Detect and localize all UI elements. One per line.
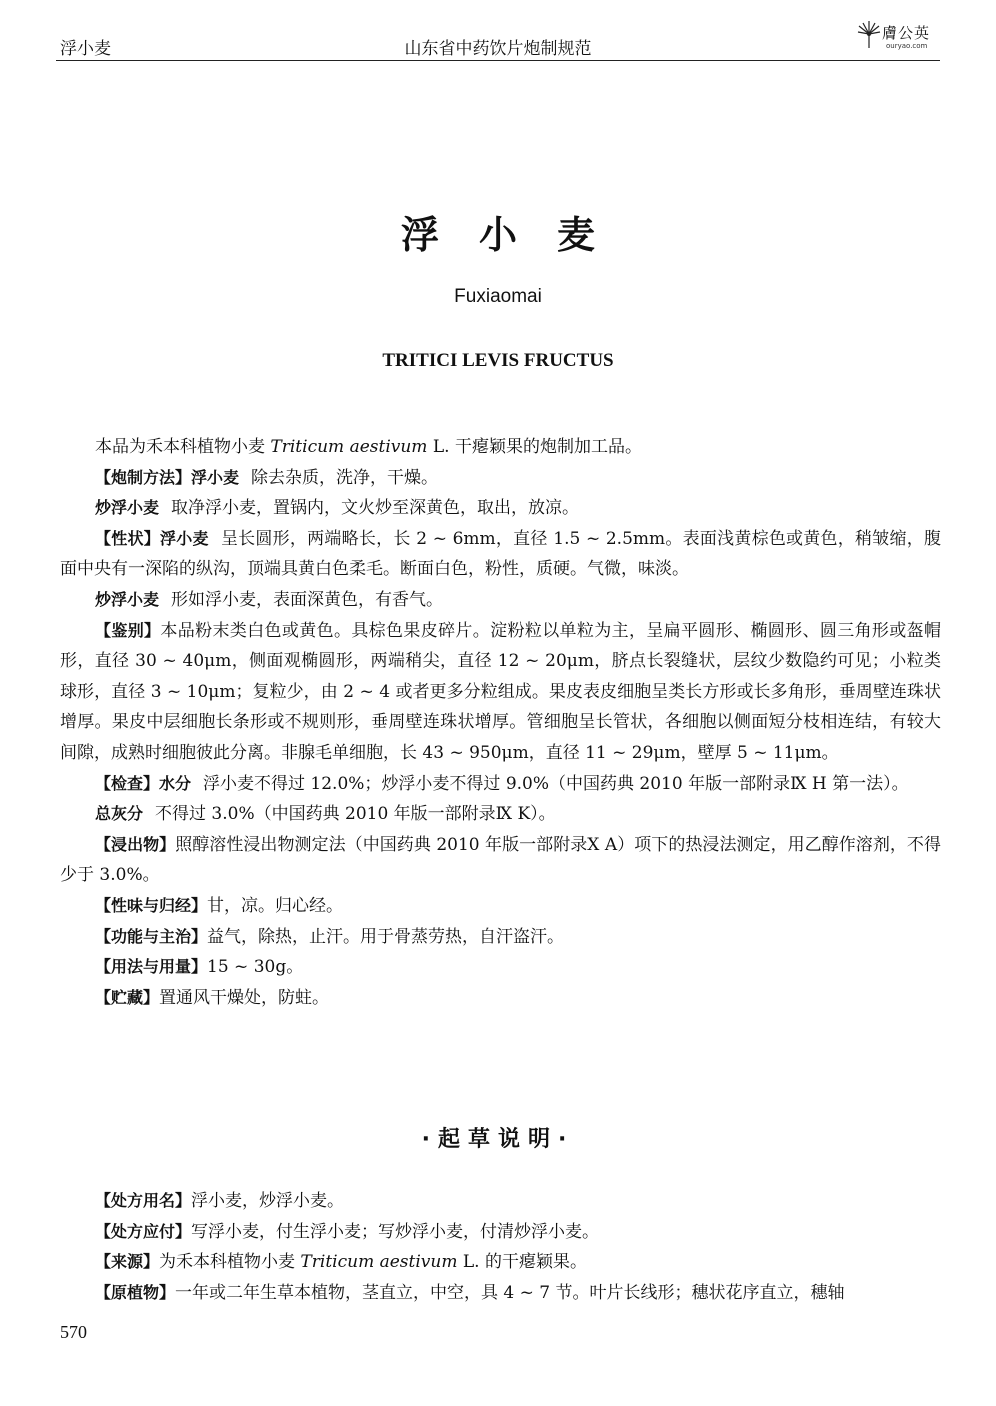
paragraph: [60, 493, 941, 524]
monograph-body: [60, 432, 941, 1013]
paragraph-label: 炒浮小麦: [95, 498, 160, 518]
paragraph-text: 本品粉末类白色或黄色。具棕色果皮碎片。淀粉粒以单粒为主，呈扁平圆形、椭圆形、圆三角形或盔帽形，直径 30 ~ 40μm，侧面观椭圆形，两端稍尖，直径 12 ~ 20μm，脐点长裂缝状，层纹少数隐约可见；小粒类球形，直径 3 ~ 10μm；复粒少，由 2 ~ 4 或者更多分粒组成。果皮表皮细胞呈类长方形或长多角形，垂周壁连珠状增厚。果皮中层细胞长条形或不规则形，垂周壁连珠状增厚。管细胞呈长管状，各细胞以侧面短分枝相连结，有较大间隙，成熟时细胞彼此分离。非腺毛单细胞，长 43 ~ 950μm，直径 11 ~ 29μm，壁厚 5 ~ 11μm。: [60, 620, 941, 763]
note: [60, 1217, 941, 1248]
note-label: 【处方用名】: [95, 1191, 192, 1210]
paragraph-text: 取净浮小麦，置锅内，文火炒至深黄色，取出，放凉。: [171, 498, 580, 519]
paragraph-label: 炒浮小麦: [95, 589, 160, 609]
note: [60, 1186, 941, 1217]
paragraph: [60, 799, 941, 830]
dandelion-icon: [856, 20, 882, 50]
paragraph: [60, 952, 941, 983]
header-rule: [56, 60, 940, 61]
note-label: 【处方应付】: [95, 1221, 192, 1241]
paragraph: [60, 769, 941, 800]
paragraph-label: 【功能与主治】: [95, 926, 208, 946]
running-header-title: 山东省中药饮片炮制规范: [404, 39, 592, 59]
drafting-notes-heading: ·起草说明·: [421, 1127, 575, 1152]
paragraph-label: 【浸出物】: [95, 834, 176, 854]
paragraph: [60, 616, 941, 769]
paragraph-text: 形如浮小麦，表面深黄色，有香气。: [171, 589, 444, 610]
note-label: 【来源】: [95, 1252, 160, 1272]
pinyin-title: Fuxiaomai: [454, 286, 542, 307]
monograph-title: 浮小麦: [400, 213, 635, 257]
paragraph-label: 总灰分: [95, 804, 144, 824]
logo-url: ouryao.com: [886, 42, 928, 50]
paragraph: [60, 922, 941, 953]
paragraph-text: 不得过 3.0%（中国药典 2010 年版一部附录Ⅸ K）。: [155, 804, 556, 825]
note-text: 浮小麦，炒浮小麦。: [191, 1191, 345, 1211]
paragraph-text: 呈长圆形，两端略长，长 2 ~ 6mm，直径 1.5 ~ 2.5mm。表面浅黄棕色或黄色，稍皱缩，腹面中央有一深陷的纵沟，顶端具黄白色柔毛。断面白色，粉性，质硬。气微，味淡。: [60, 528, 941, 580]
note-text: 为禾本科植物小麦: [159, 1252, 301, 1273]
running-header-section: 浮小麦: [60, 39, 111, 59]
logo-text: 膚公英: [882, 24, 931, 42]
paragraph-text: 置通风干燥处，防蛀。: [159, 987, 330, 1008]
paragraph-label: 【炮制方法】浮小麦: [95, 467, 240, 487]
note-text-after: L. 的干瘪颖果。: [457, 1252, 587, 1273]
paragraph-label: 【检查】水分: [95, 773, 192, 793]
intro-before: 本品为禾本科植物小麦: [95, 437, 265, 457]
paragraph: [60, 463, 941, 494]
publisher-logo: [856, 20, 942, 54]
intro-after: L. 干瘪颖果的炮制加工品。: [427, 437, 642, 457]
paragraph-text: 照醇溶性浸出物测定法（中国药典 2010 年版一部附录Ⅹ A）项下的热浸法测定，用乙醇作溶剂，不得少于 3.0%。: [60, 834, 941, 886]
paragraph: [60, 524, 941, 585]
paragraph-text: 甘，凉。归心经。: [207, 895, 344, 916]
paragraph-label: 【贮藏】: [95, 987, 160, 1007]
note: [60, 1278, 941, 1309]
page-number: 570: [60, 1322, 87, 1342]
paragraph-label: 【性味与归经】: [95, 895, 208, 915]
paragraph-text: 除去杂质，洗净，干燥。: [251, 467, 439, 488]
paragraph: [60, 585, 941, 616]
paragraph-text: 浮小麦不得过 12.0%；炒浮小麦不得过 9.0%（中国药典 2010 年版一部附录Ⅸ H 第一法）。: [203, 773, 909, 794]
paragraph: [60, 983, 941, 1014]
paragraph: [60, 891, 941, 922]
latin-title: TRITICI LEVIS FRUCTUS: [382, 350, 614, 371]
paragraph-label: 【鉴别】: [95, 620, 161, 640]
paragraph-label: 【用法与用量】: [95, 957, 208, 977]
species-name: Triticum aestivum: [270, 437, 428, 457]
note-text: 写浮小麦，付生浮小麦；写炒浮小麦，付清炒浮小麦。: [191, 1221, 600, 1242]
intro-paragraph: [60, 432, 941, 463]
note-label: 【原植物】: [95, 1282, 176, 1302]
note-text: 一年或二年生草本植物，茎直立，中空，具 4 ~ 7 节。叶片长线形；穗状花序直立，穗轴: [175, 1282, 845, 1303]
drafting-notes: [60, 1186, 941, 1308]
species-name: Triticum aestivum: [300, 1252, 458, 1273]
paragraph-text: 益气，除热，止汗。用于骨蒸劳热，自汗盗汗。: [207, 926, 565, 947]
paragraph: [60, 830, 941, 891]
paragraph-text: 15 ~ 30g。: [207, 957, 304, 978]
note: [60, 1247, 941, 1278]
paragraph-label: 【性状】浮小麦: [95, 528, 209, 548]
